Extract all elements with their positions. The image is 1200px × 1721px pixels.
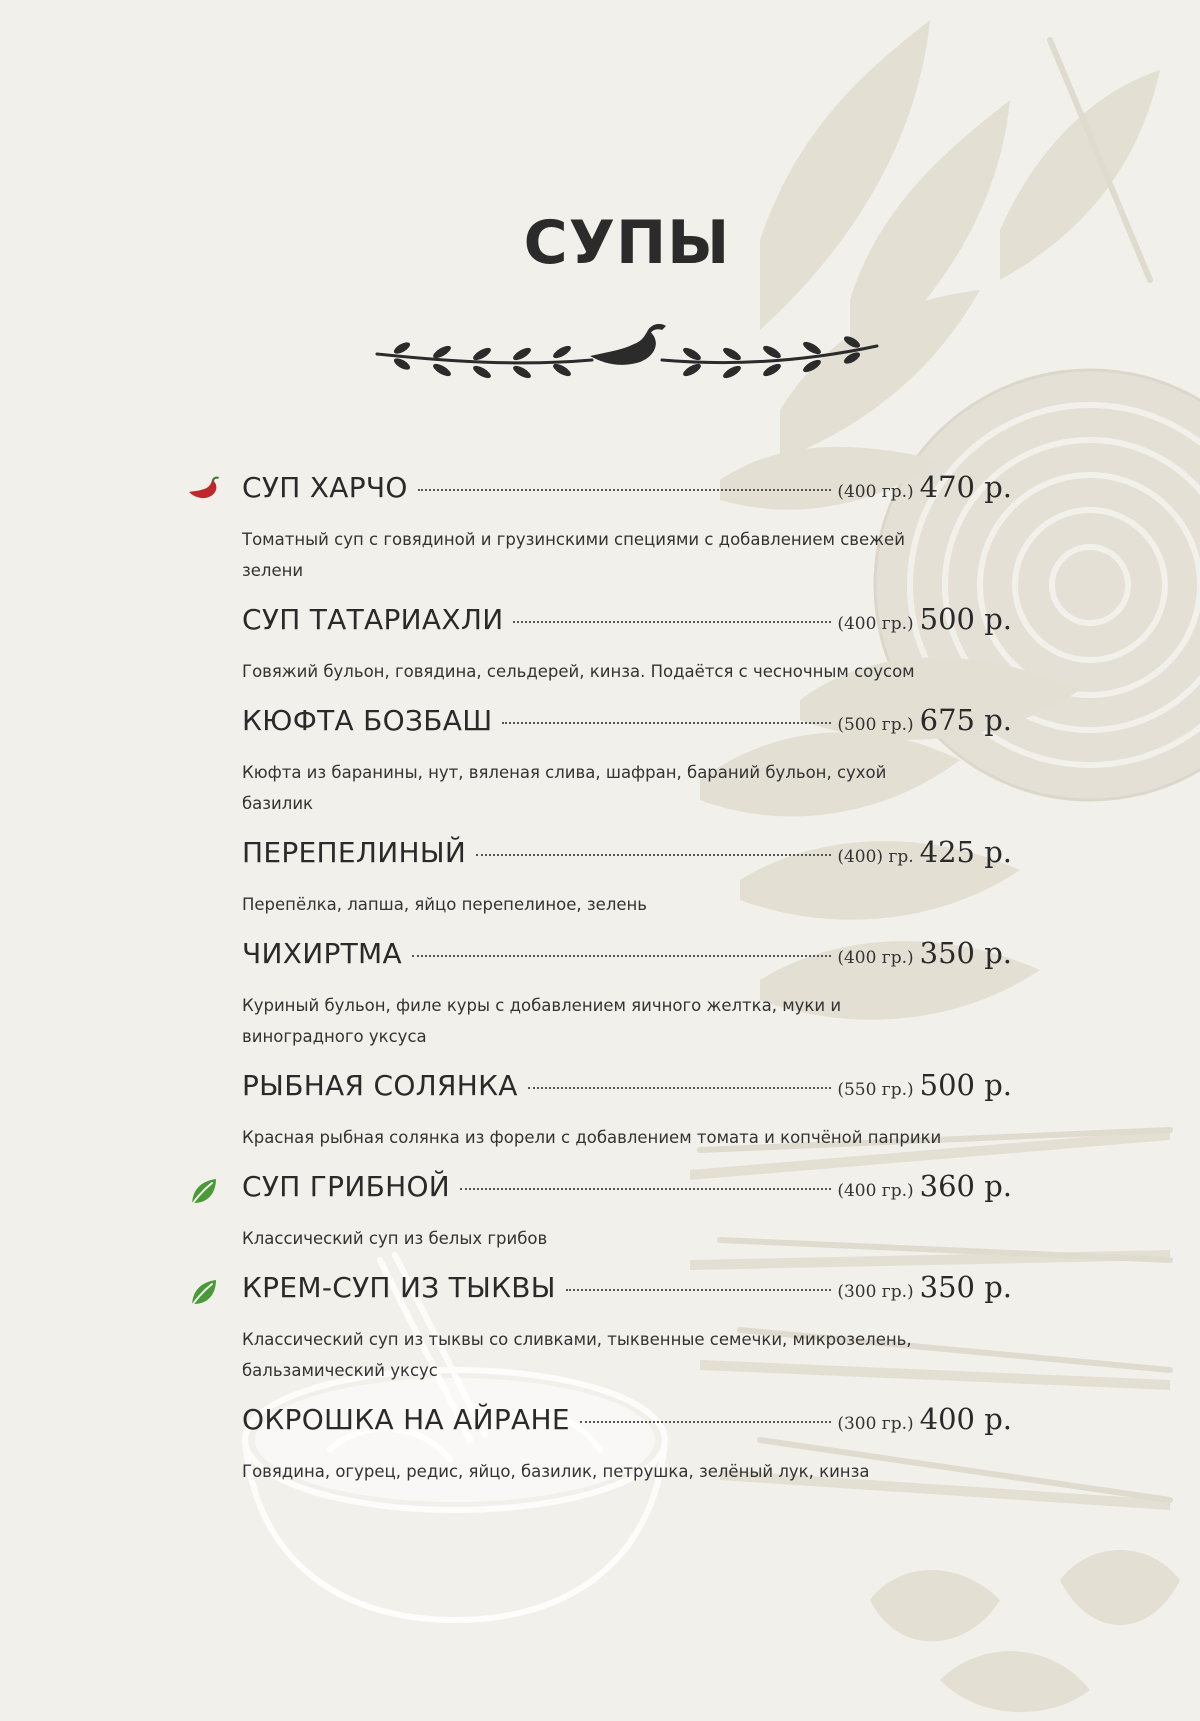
menu-item-name: КРЕМ-СУП ИЗ ТЫКВЫ [242, 1271, 556, 1304]
dot-leader [580, 1421, 832, 1423]
menu-item [242, 835, 1012, 920]
menu-item [242, 703, 1012, 819]
chili-pepper-icon [186, 476, 220, 510]
menu-item-weight: (400 гр.) [837, 614, 914, 634]
dot-leader [528, 1087, 832, 1089]
menu-item [242, 602, 1012, 687]
menu-item-name: ЧИХИРТМА [242, 937, 402, 970]
menu-item-description: Классический суп из белых грибов [242, 1229, 548, 1248]
menu-item-description: Перепёлка, лапша, яйцо перепелиное, зелень [242, 895, 648, 914]
vegetarian-leaf-icon [186, 1175, 220, 1209]
menu-item [242, 936, 1012, 1052]
menu-item-name: КЮФТА БОЗБАШ [242, 704, 493, 737]
menu-item-weight: (300 гр.) [837, 1282, 914, 1302]
menu-item-name: СУП ГРИБНОЙ [242, 1170, 451, 1203]
menu-item-price: 350 р. [919, 1270, 1012, 1304]
menu-item-weight: (400 гр.) [837, 1181, 914, 1201]
menu-item-price: 400 р. [919, 1402, 1012, 1436]
menu-item-weight: (400 гр.) [837, 948, 914, 968]
menu-item-description: Томатный суп с говядиной и грузинскими специями с добавлением свежей зелени [242, 530, 905, 580]
menu-item-header [242, 602, 1012, 654]
menu-item-name: ПЕРЕПЕЛИНЫЙ [242, 836, 467, 869]
menu-item-price: 500 р. [919, 602, 1012, 636]
menu-item [242, 1270, 1012, 1386]
menu-item-price: 470 р. [919, 470, 1012, 504]
menu-item-name: СУП ХАРЧО [242, 471, 408, 504]
menu-item-description: Кюфта из баранины, нут, вяленая слива, шафран, бараний бульон, сухой базилик [242, 763, 887, 813]
menu-item-header [242, 1068, 1012, 1120]
menu-item [242, 470, 1012, 586]
dot-leader [566, 1289, 832, 1291]
menu-item-weight: (400 гр.) [837, 482, 914, 502]
menu-item-weight: (300 гр.) [837, 1414, 914, 1434]
menu-item-header [242, 936, 1012, 988]
menu-item-header [242, 470, 1012, 522]
menu-item-header [242, 1402, 1012, 1454]
menu-item-description: Классический суп из тыквы со сливками, тыквенные семечки, микрозелень, бальзамический уксус [242, 1330, 912, 1380]
dot-leader [476, 854, 831, 856]
menu-item-description: Куриный бульон, филе куры с добавлением яичного желтка, муки и виноградного уксуса [242, 996, 842, 1046]
menu-item-price: 500 р. [919, 1068, 1012, 1102]
menu-item-price: 350 р. [919, 936, 1012, 970]
menu-item-description: Говядина, огурец, редис, яйцо, базилик, петрушка, зелёный лук, кинза [242, 1462, 870, 1481]
dot-leader [412, 955, 831, 957]
dot-leader [460, 1188, 831, 1190]
menu-item-description: Говяжий бульон, говядина, сельдерей, кинза. Подаётся с чесночным соусом [242, 662, 915, 681]
menu-item [242, 1169, 1012, 1254]
menu-item [242, 1068, 1012, 1153]
menu-item-header [242, 835, 1012, 887]
menu-item-header [242, 703, 1012, 755]
menu-item-price: 425 р. [919, 835, 1012, 869]
menu-item-name: ОКРОШКА НА АЙРАНЕ [242, 1403, 570, 1436]
menu-item-price: 675 р. [919, 703, 1012, 737]
menu-item-header [242, 1270, 1012, 1322]
menu-item-name: РЫБНАЯ СОЛЯНКА [242, 1069, 518, 1102]
menu-item [242, 1402, 1012, 1487]
dot-leader [513, 621, 831, 623]
menu-item-description: Красная рыбная солянка из форели с добавлением томата и копчёной паприки [242, 1128, 942, 1147]
menu-item-name: СУП ТАТАРИАХЛИ [242, 603, 504, 636]
soup-menu-list [242, 470, 1012, 1503]
vegetarian-leaf-icon [186, 1276, 220, 1310]
menu-item-weight: (500 гр.) [837, 715, 914, 735]
dot-leader [502, 722, 831, 724]
menu-item-weight: (550 гр.) [837, 1080, 914, 1100]
dot-leader [418, 489, 832, 491]
menu-item-weight: (400) гр. [837, 847, 914, 867]
page-title: СУПЫ [523, 208, 731, 278]
chili-vine-divider-icon [372, 324, 882, 394]
menu-item-header [242, 1169, 1012, 1221]
menu-item-price: 360 р. [919, 1169, 1012, 1203]
